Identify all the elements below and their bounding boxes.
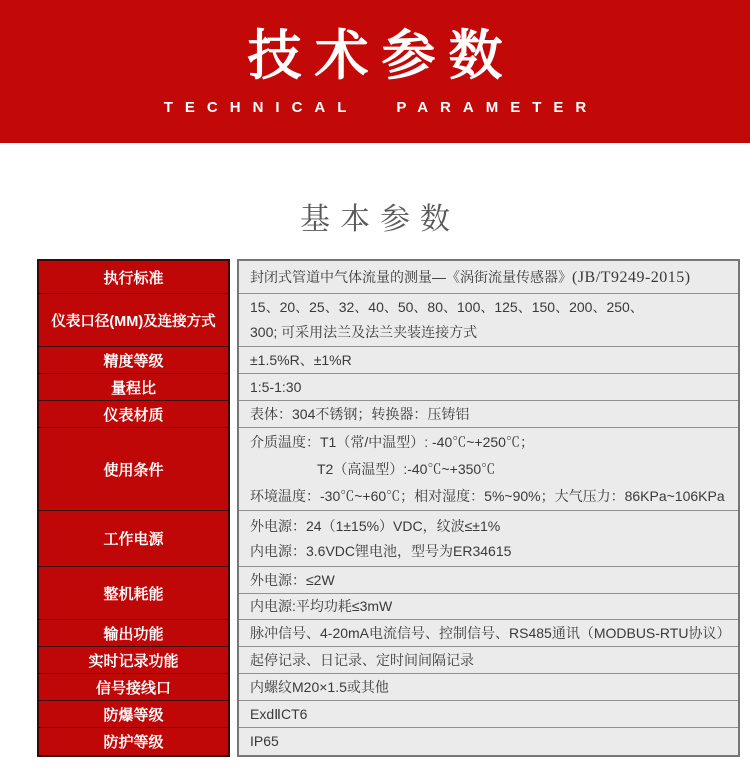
section-heading: 基本参数 bbox=[300, 203, 460, 236]
spec-value-cell: 脉冲信号、4-20mA电流信号、控制信号、RS485通讯（MODBUS-RTU协议） bbox=[239, 620, 738, 647]
spec-value-column bbox=[237, 259, 740, 757]
spec-value-cell: 起停记录、日记录、定时间间隔记录 bbox=[239, 647, 738, 674]
page-subtitle: TECHNICAL PARAMETER bbox=[163, 99, 599, 117]
spec-value-cell: 介质温度：T1（常/中温型）: -40℃~+250℃； T2（高温型）:-40℃~+350℃ 环境温度：-30℃~+60℃；相对湿度：5%~90%；大气压力：86KPa~106KPa bbox=[239, 428, 738, 511]
spec-label-cell: 输出功能 bbox=[39, 620, 228, 647]
spec-value-cell: 表体：304不锈钢；转换器：压铸铝 bbox=[239, 401, 738, 428]
spec-value-cell: 15、20、25、32、40、50、80、100、125、150、200、250、 300; 可采用法兰及法兰夹装连接方式 bbox=[239, 294, 738, 347]
spec-label-cell: 使用条件 bbox=[39, 428, 228, 511]
spec-value-cell: 1:5-1:30 bbox=[239, 374, 738, 401]
spec-value-cell: 外电源：≤2W 内电源:平均功耗≤3mW bbox=[239, 567, 738, 620]
spec-label-column bbox=[37, 259, 230, 757]
column-gutter bbox=[230, 259, 237, 757]
spec-table bbox=[37, 259, 731, 757]
spec-value-cell: 内螺纹M20×1.5或其他 bbox=[239, 674, 738, 701]
spec-value-cell: 外电源：24（1±15%）VDC，纹波≤±1% 内电源：3.6VDC锂电池，型号为ER34615 bbox=[239, 511, 738, 567]
spec-label-cell: 防爆等级 bbox=[39, 701, 228, 728]
spec-label-cell: 精度等级 bbox=[39, 347, 228, 374]
spec-label-cell: 整机耗能 bbox=[39, 567, 228, 620]
spec-label-cell: 仪表材质 bbox=[39, 401, 228, 428]
spec-label-cell: 工作电源 bbox=[39, 511, 228, 567]
page-title: 技术参数 bbox=[247, 25, 516, 86]
spec-label-cell: 仪表口径(MM)及连接方式 bbox=[39, 294, 228, 347]
spec-label-cell: 执行标准 bbox=[39, 261, 228, 294]
spec-value-cell: IP65 bbox=[250, 733, 279, 749]
spec-value-cell: 封闭式管道中气体流量的测量—《涡街流量传感器》(JB/T9249-2015) bbox=[239, 261, 738, 294]
spec-label-cell: 防护等级 bbox=[103, 734, 164, 751]
technical-parameter-banner bbox=[0, 0, 750, 143]
spec-label-cell: 信号接线口 bbox=[39, 674, 228, 701]
spec-label-cell: 量程比 bbox=[39, 374, 228, 401]
spec-label-cell: 实时记录功能 bbox=[39, 647, 228, 674]
spec-value-cell: ±1.5%R、±1%R bbox=[239, 347, 738, 374]
spec-value-cell: ExdⅡCT6 bbox=[239, 701, 738, 728]
